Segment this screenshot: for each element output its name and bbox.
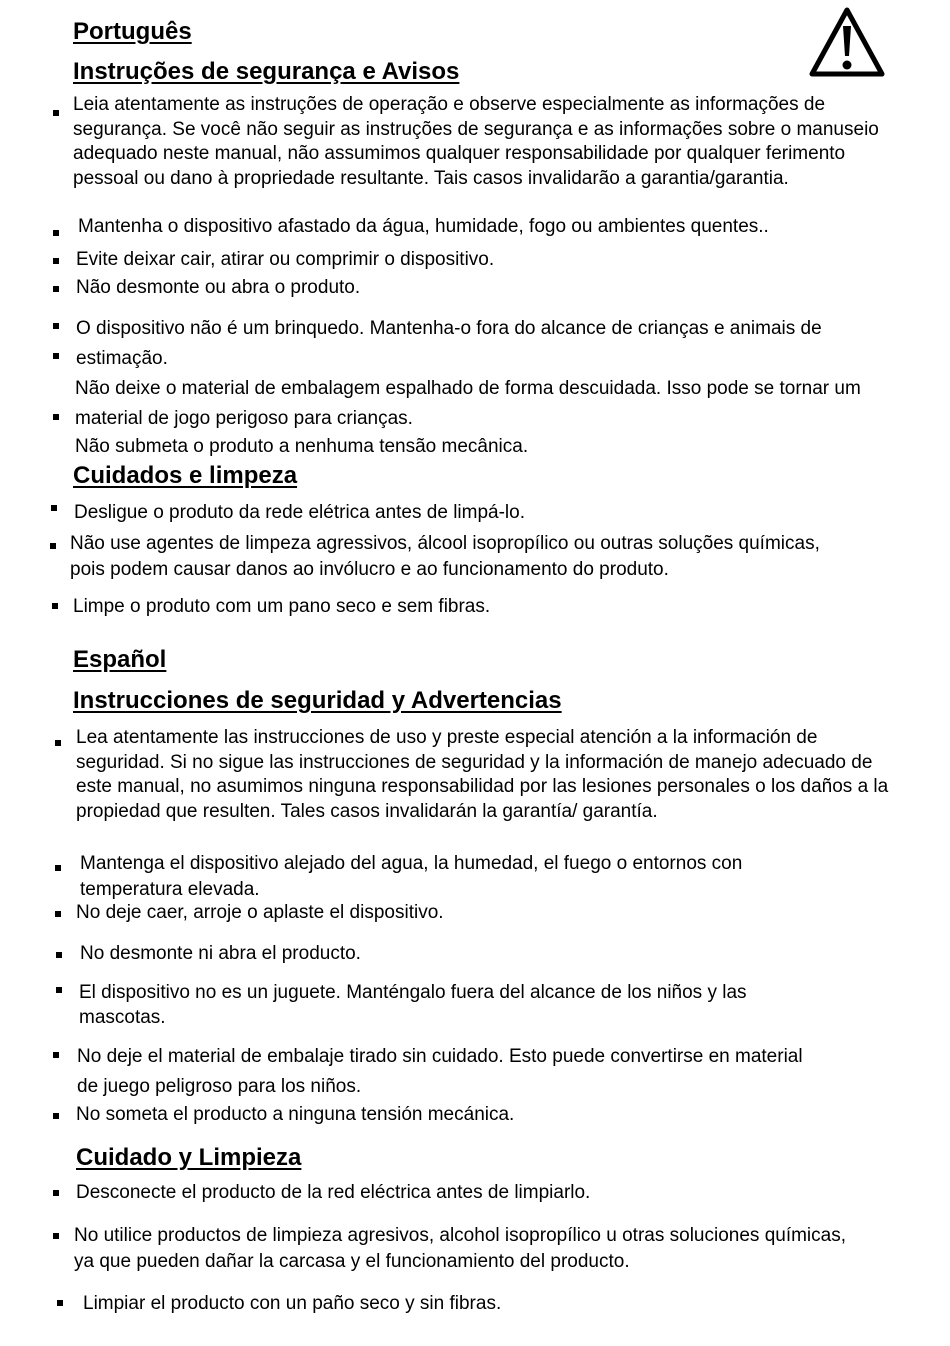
safety-title-spanish: Instrucciones de seguridad y Advertencias <box>73 687 562 714</box>
safety-item-es-5: El dispositivo no es un juguete. Manténgalo fuera del alcance de los niños y las mascotas. <box>79 982 747 1028</box>
bullet <box>53 286 59 292</box>
bullet <box>50 543 56 549</box>
safety-item-pt-7: Não submeta o produto a nenhuma tensão mecânica. <box>75 436 529 457</box>
care-item-pt-3: Limpe o produto com um pano seco e sem fibras. <box>73 596 491 617</box>
bullet <box>53 110 59 116</box>
safety-item-es-6: No deje el material de embalaje tirado sin cuidado. Esto puede convertirse en material de juego peligroso para los niños. <box>77 1046 803 1097</box>
care-item-pt-2: Não use agentes de limpeza agressivos, álcool isopropílico ou outras soluções químicas, pois podem causar danos ao invólucro e ao funcionamento do produto. <box>70 533 820 580</box>
care-title-spanish: Cuidado y Limpieza <box>76 1144 302 1171</box>
safety-item-pt-5: O dispositivo não é um brinquedo. Mantenha-o fora do alcance de crianças e animais de estimação. <box>76 318 822 369</box>
care-title-portuguese: Cuidados e limpeza <box>73 462 298 489</box>
care-item-es-2: No utilice productos de limpieza agresivos, alcohol isopropílico u otras soluciones químicas, ya que pueden dañar la carcasa y el funcionamiento del producto. <box>74 1225 846 1272</box>
safety-item-pt-4: Não desmonte ou abra o produto. <box>76 277 361 298</box>
care-item-es-1: Desconecte el producto de la red eléctrica antes de limpiarlo. <box>76 1182 591 1203</box>
bullet <box>51 505 57 511</box>
bullet <box>53 258 59 264</box>
bullet <box>53 1233 59 1239</box>
safety-item-pt-2: Mantenha o dispositivo afastado da água, humidade, fogo ou ambientes quentes.. <box>78 216 769 237</box>
safety-title-portuguese: Instruções de segurança e Avisos <box>73 58 460 85</box>
bullet <box>53 1113 59 1119</box>
care-item-pt-1: Desligue o produto da rede elétrica antes de limpá-lo. <box>74 502 525 523</box>
safety-item-pt-1: Leia atentamente as instruções de operação e observe especialmente as informações de segurança. Se você não seguir as instruções de segurança e as informações sobre o manuseio adequado neste manual, não assumimos qualquer responsabilidade por qualquer ferimento pessoal ou dano à propriedade resultante. Tais casos invalidarão a garantia/garantia. <box>73 94 879 189</box>
bullet <box>55 865 61 871</box>
safety-item-pt-3: Evite deixar cair, atirar ou comprimir o dispositivo. <box>76 249 495 270</box>
bullet <box>53 1190 59 1196</box>
safety-item-pt-6: Não deixe o material de embalagem espalhado de forma descuidada. Isso pode se tornar um material de jogo perigoso para crianças. <box>75 378 861 429</box>
safety-item-es-4: No desmonte ni abra el producto. <box>80 943 361 964</box>
safety-item-es-3: No deje caer, arroje o aplaste el dispositivo. <box>76 902 444 923</box>
bullet <box>52 603 58 609</box>
bullet <box>56 987 62 993</box>
bullet <box>55 740 61 746</box>
bullet <box>57 1300 63 1306</box>
bullet <box>56 952 62 958</box>
bullet <box>53 414 59 420</box>
care-item-es-3: Limpiar el producto con un paño seco y sin fibras. <box>83 1293 502 1314</box>
bullet <box>53 1052 59 1058</box>
language-title-portuguese: Português <box>73 18 192 45</box>
safety-item-es-1: Lea atentamente las instrucciones de uso y preste especial atención a la información de seguridad. Si no sigue las instrucciones de seguridad y la información de manejo adecuado de este manual, no asumimos ninguna responsabilidad por las lesiones personales o los daños a la propiedad que resulten. Tales casos invalidarán la garantía/ garantía. <box>76 727 889 822</box>
warning-triangle-icon <box>808 6 886 78</box>
safety-item-es-7: No someta el producto a ninguna tensión mecánica. <box>76 1104 515 1125</box>
safety-item-es-2: Mantenga el dispositivo alejado del agua, la humedad, el fuego o entornos con temperatura elevada. <box>80 853 743 900</box>
bullet <box>53 323 59 329</box>
bullet <box>53 230 59 236</box>
bullet <box>55 911 61 917</box>
bullet <box>53 353 59 359</box>
language-title-spanish: Español <box>73 646 167 673</box>
